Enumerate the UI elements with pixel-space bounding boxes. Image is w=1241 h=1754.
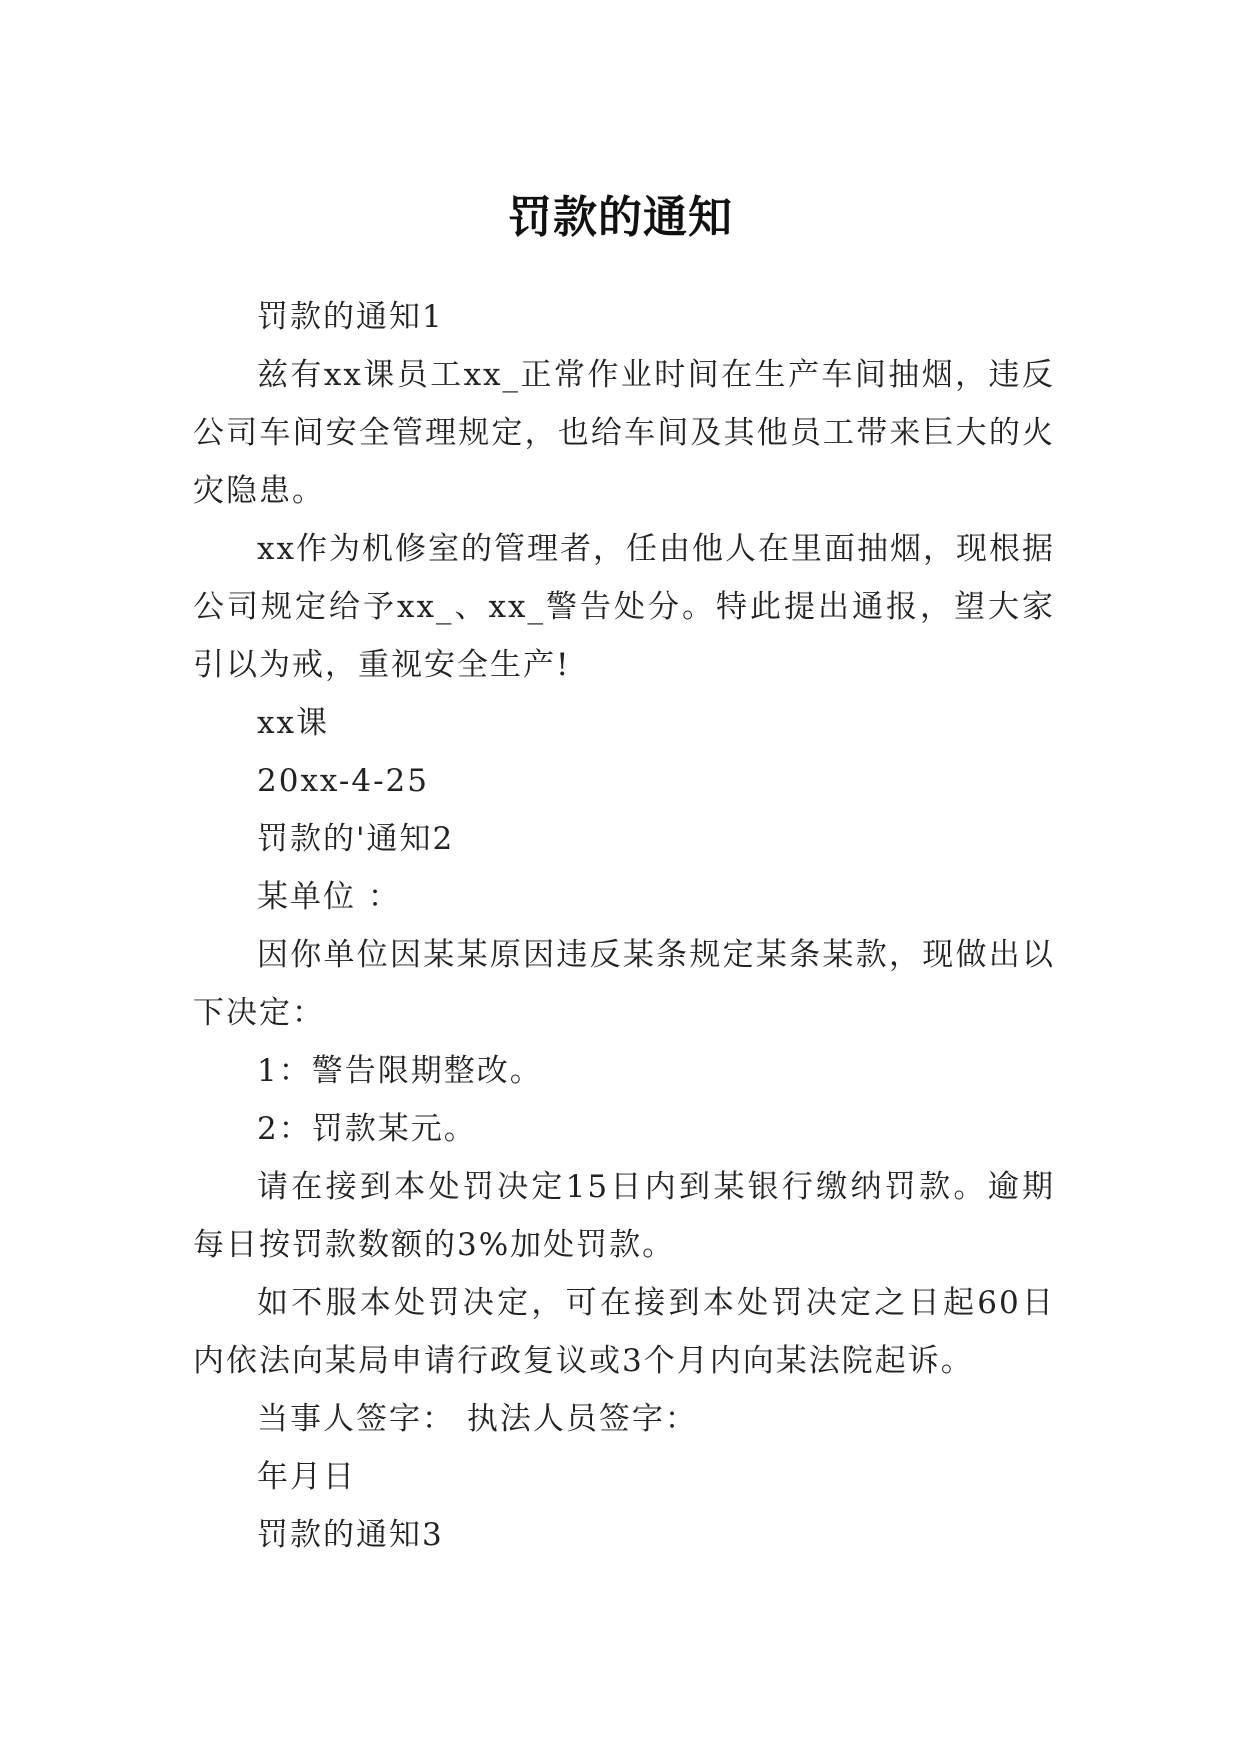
issue-date: 20xx-4-25 [257, 763, 429, 799]
paragraph-warning-decision: xx作为机修室的管理者，任由他人在里面抽烟，现根据公司规定给予xx_、xx_警告处分。特此提出通报，望大家引以为戒，重视安全生产! [193, 531, 1055, 683]
document-body [193, 288, 1055, 1564]
recipient-line: 某单位 ： [257, 879, 401, 915]
signature-line: 当事人签字： 执法人员签字： [257, 1401, 698, 1437]
issuer-department: xx课 [257, 705, 329, 741]
paragraph-payment-terms: 请在接到本处罚决定15日内到某银行缴纳罚款。逾期每日按罚款数额的3%加处罚款。 [193, 1169, 1055, 1263]
paragraph-decision-intro: 因你单位因某某原因违反某条规定某条某款，现做出以下决定： [193, 937, 1055, 1031]
section-heading-3: 罚款的通知3 [257, 1517, 444, 1553]
section-heading-2: 罚款的'通知2 [257, 821, 455, 857]
document-title: 罚款的通知 [508, 192, 733, 244]
section-heading-1: 罚款的通知1 [257, 299, 444, 335]
paragraph-smoking-violation: 兹有xx课员工xx_正常作业时间在生产车间抽烟，违反公司车间安全管理规定，也给车间及其他员工带来巨大的火灾隐患。 [193, 357, 1055, 509]
date-line: 年月日 [257, 1459, 356, 1495]
decision-item-1: 1：警告限期整改。 [257, 1053, 543, 1089]
decision-item-2: 2：罚款某元。 [257, 1111, 477, 1147]
paragraph-appeal-rights: 如不服本处罚决定，可在接到本处罚决定之日起60日内依法向某局申请行政复议或3个月内向某法院起诉。 [193, 1285, 1055, 1379]
